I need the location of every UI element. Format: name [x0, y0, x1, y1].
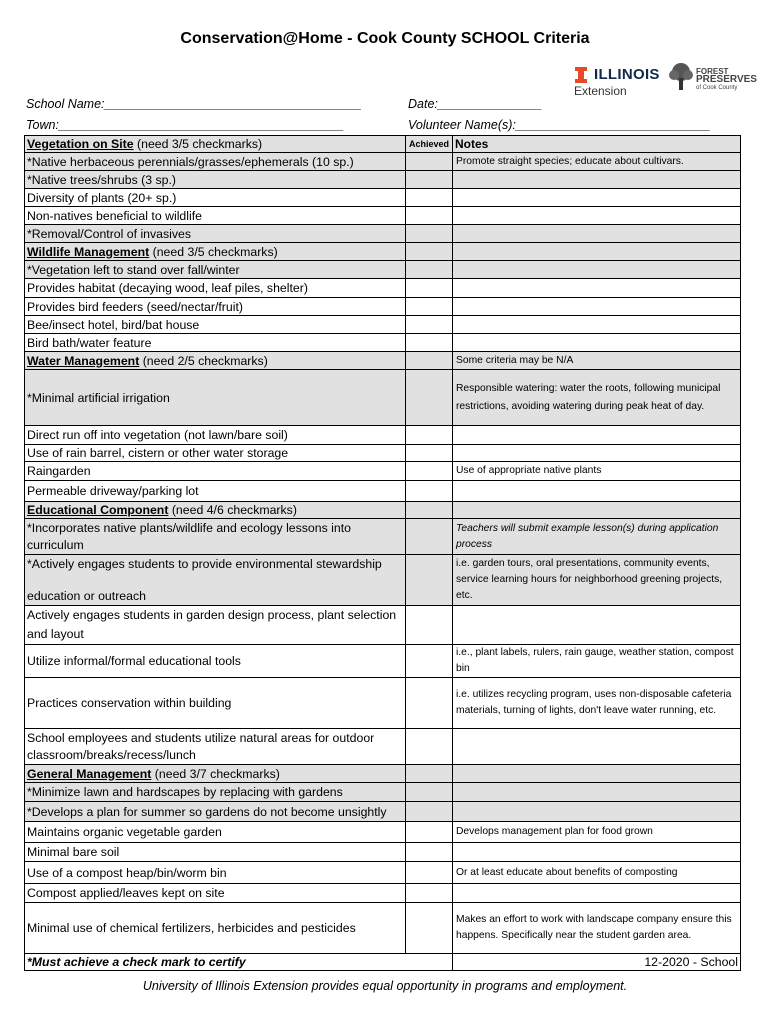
table-row	[25, 426, 741, 445]
note-cell	[453, 298, 741, 316]
criterion-label: Compost applied/leaves kept on site	[25, 884, 406, 903]
certify-footnote: *Must achieve a check mark to certify	[25, 954, 453, 971]
criterion-label: Raingarden	[25, 462, 406, 481]
table-row	[25, 153, 741, 171]
section-requirement: (need 2/5 checkmarks)	[139, 353, 268, 368]
note-cell	[453, 783, 741, 802]
note-cell	[453, 802, 741, 822]
table-row	[25, 645, 741, 678]
note-cell	[453, 481, 741, 502]
criterion-label: Maintains organic vegetable garden	[25, 822, 406, 843]
note-cell	[453, 225, 741, 243]
criterion-label: *Minimal artificial irrigation	[25, 370, 406, 426]
table-row	[25, 189, 741, 207]
equal-opportunity-statement: University of Illinois Extension provides equal opportunity in programs and employment.	[142, 979, 628, 993]
section-requirement: (need 3/5 checkmarks)	[149, 244, 278, 259]
criterion-label: Diversity of plants (20+ sp.)	[25, 189, 406, 207]
page-title: Conservation@Home - Cook County SCHOOL Criteria	[180, 30, 590, 47]
criterion-label: *Removal/Control of invasives	[25, 225, 406, 243]
note-cell	[453, 426, 741, 445]
criterion-label: Utilize informal/formal educational tools	[25, 645, 406, 678]
achieved-cell[interactable]	[406, 802, 453, 822]
criterion-label: Use of a compost heap/bin/worm bin	[25, 862, 406, 884]
criterion-label: Practices conservation within building	[25, 678, 406, 729]
form-version: 12-2020 - School	[453, 954, 741, 971]
note-cell	[453, 606, 741, 645]
achieved-cell[interactable]	[406, 822, 453, 843]
achieved-cell[interactable]	[406, 298, 453, 316]
note-cell	[453, 189, 741, 207]
criteria-table	[24, 135, 741, 971]
criterion-label: Provides habitat (decaying wood, leaf piles, shelter)	[25, 279, 406, 298]
achieved-cell[interactable]	[406, 445, 453, 462]
date-field[interactable]: Date:_______________	[408, 97, 543, 111]
criterion-label: Bee/insect hotel, bird/bat house	[25, 316, 406, 334]
achieved-cell[interactable]	[406, 519, 453, 555]
table-row	[25, 261, 741, 279]
notes-header: Notes	[453, 136, 741, 153]
table-row	[25, 225, 741, 243]
table-row	[25, 802, 741, 822]
table-row	[25, 171, 741, 189]
criterion-label: Provides bird feeders (seed/nectar/fruit)	[25, 298, 406, 316]
logo-group	[572, 62, 757, 102]
note-cell	[453, 279, 741, 298]
table-row	[25, 298, 741, 316]
table-row	[25, 729, 741, 765]
section-header-education	[25, 502, 741, 519]
achieved-cell[interactable]	[406, 279, 453, 298]
section-header-vegetation	[25, 136, 741, 153]
achieved-cell[interactable]	[406, 729, 453, 765]
criterion-label: *Vegetation left to stand over fall/winter	[25, 261, 406, 279]
criterion-label: *Native herbaceous perennials/grasses/ephemerals (10 sp.)	[25, 153, 406, 171]
volunteer-names-field[interactable]: Volunteer Name(s):____________________________	[408, 118, 711, 132]
criterion-label: *Minimize lawn and hardscapes by replacing with gardens	[25, 783, 406, 802]
criterion-label: Minimal bare soil	[25, 843, 406, 862]
section-requirement: (need 4/6 checkmarks)	[168, 503, 297, 517]
forest-preserves-tree-icon	[668, 62, 694, 92]
note-cell: Makes an effort to work with landscape company ensure this happens. Specifically near the student garden area.	[453, 903, 741, 954]
achieved-cell[interactable]	[406, 606, 453, 645]
note-cell: Teachers will submit example lesson(s) during application process	[453, 519, 741, 555]
criterion-label: Permeable driveway/parking lot	[25, 481, 406, 502]
achieved-cell[interactable]	[406, 153, 453, 171]
forest-preserves-wordmark: FOREST PRESERVES of Cook County	[696, 67, 757, 91]
table-row	[25, 316, 741, 334]
achieved-cell[interactable]	[406, 316, 453, 334]
table-row	[25, 207, 741, 225]
achieved-cell[interactable]	[406, 370, 453, 426]
note-cell	[453, 729, 741, 765]
table-row	[25, 555, 741, 606]
achieved-cell[interactable]	[406, 555, 453, 606]
section-title: Educational Component	[27, 503, 169, 517]
criterion-label: *Native trees/shrubs (3 sp.)	[25, 171, 406, 189]
table-row	[25, 462, 741, 481]
note-cell: Promote straight species; educate about cultivars.	[453, 153, 741, 171]
table-row	[25, 783, 741, 802]
table-row	[25, 519, 741, 555]
note-cell: Responsible watering: water the roots, following municipal restrictions, avoiding watering during peak heat of day.	[453, 370, 741, 426]
note-cell	[453, 207, 741, 225]
table-row	[25, 903, 741, 954]
achieved-cell[interactable]	[406, 462, 453, 481]
table-row	[25, 862, 741, 884]
criterion-label: Use of rain barrel, cistern or other water storage	[25, 445, 406, 462]
illinois-block-i-icon	[574, 67, 588, 83]
table-row	[25, 884, 741, 903]
section-title: General Management	[27, 766, 152, 781]
achieved-cell[interactable]	[406, 225, 453, 243]
note-cell: Use of appropriate native plants	[453, 462, 741, 481]
achieved-cell[interactable]	[406, 884, 453, 903]
achieved-header: Achieved	[406, 136, 453, 153]
criterion-label: Non-natives beneficial to wildlife	[25, 207, 406, 225]
table-row	[25, 370, 741, 426]
note-cell: Or at least educate about benefits of composting	[453, 862, 741, 884]
table-row	[25, 822, 741, 843]
criterion-label: *Develops a plan for summer so gardens do not become unsightly	[25, 802, 406, 822]
achieved-cell[interactable]	[406, 426, 453, 445]
table-row	[25, 279, 741, 298]
table-row	[25, 334, 741, 352]
criterion-label: *Incorporates native plants/wildlife and ecology lessons into curriculum	[25, 519, 406, 555]
section-header-wildlife	[25, 243, 741, 261]
table-footer-row	[25, 954, 741, 971]
achieved-cell[interactable]	[406, 903, 453, 954]
achieved-cell[interactable]	[406, 189, 453, 207]
note-cell: i.e. garden tours, oral presentations, community events, service learning hours for neighborhood greening projects, etc.	[453, 555, 741, 606]
school-name-field[interactable]: School Name:_____________________________________	[26, 97, 362, 111]
note-cell	[453, 316, 741, 334]
achieved-cell[interactable]	[406, 261, 453, 279]
section-requirement: (need 3/7 checkmarks)	[151, 766, 280, 781]
note-cell	[453, 171, 741, 189]
note-cell	[453, 334, 741, 352]
note-cell	[453, 843, 741, 862]
achieved-cell[interactable]	[406, 678, 453, 729]
criterion-label: Actively engages students in garden design process, plant selection and layout	[25, 606, 406, 645]
achieved-cell[interactable]	[406, 481, 453, 502]
section-header-water	[25, 352, 741, 370]
achieved-cell[interactable]	[406, 334, 453, 352]
table-row	[25, 481, 741, 502]
note-cell	[453, 884, 741, 903]
note-cell	[453, 445, 741, 462]
section-title: Vegetation on Site	[27, 137, 134, 151]
table-row	[25, 606, 741, 645]
extension-wordmark: Extension	[574, 84, 627, 98]
section-title: Wildlife Management	[27, 244, 150, 259]
note-cell: i.e. utilizes recycling program, uses non-disposable cafeteria materials, turning of lights, don't leave water running, etc.	[453, 678, 741, 729]
table-row	[25, 678, 741, 729]
illinois-wordmark: ILLINOIS	[594, 66, 660, 83]
table-row	[25, 445, 741, 462]
criterion-label: Minimal use of chemical fertilizers, herbicides and pesticides	[25, 903, 406, 954]
achieved-cell[interactable]	[406, 171, 453, 189]
achieved-cell[interactable]	[406, 862, 453, 884]
criterion-label: *Actively engages students to provide environmental stewardship education or outreach	[25, 555, 406, 606]
criterion-label: School employees and students utilize natural areas for outdoor classroom/breaks/recess/lunch	[25, 729, 406, 765]
section-title: Water Management	[27, 353, 140, 368]
note-cell	[453, 261, 741, 279]
note-cell: i.e., plant labels, rulers, rain gauge, weather station, compost bin	[453, 645, 741, 678]
note-cell: Develops management plan for food grown	[453, 822, 741, 843]
town-field[interactable]: Town:_________________________________________	[26, 118, 344, 132]
criterion-label: Bird bath/water feature	[25, 334, 406, 352]
achieved-cell[interactable]	[406, 783, 453, 802]
achieved-cell[interactable]	[406, 645, 453, 678]
achieved-cell[interactable]	[406, 207, 453, 225]
section-header-general	[25, 765, 741, 783]
criterion-label: Direct run off into vegetation (not lawn/bare soil)	[25, 426, 406, 445]
note-cell: Some criteria may be N/A	[453, 352, 741, 370]
section-requirement: (need 3/5 checkmarks)	[133, 137, 263, 151]
table-row	[25, 843, 741, 862]
achieved-cell[interactable]	[406, 843, 453, 862]
